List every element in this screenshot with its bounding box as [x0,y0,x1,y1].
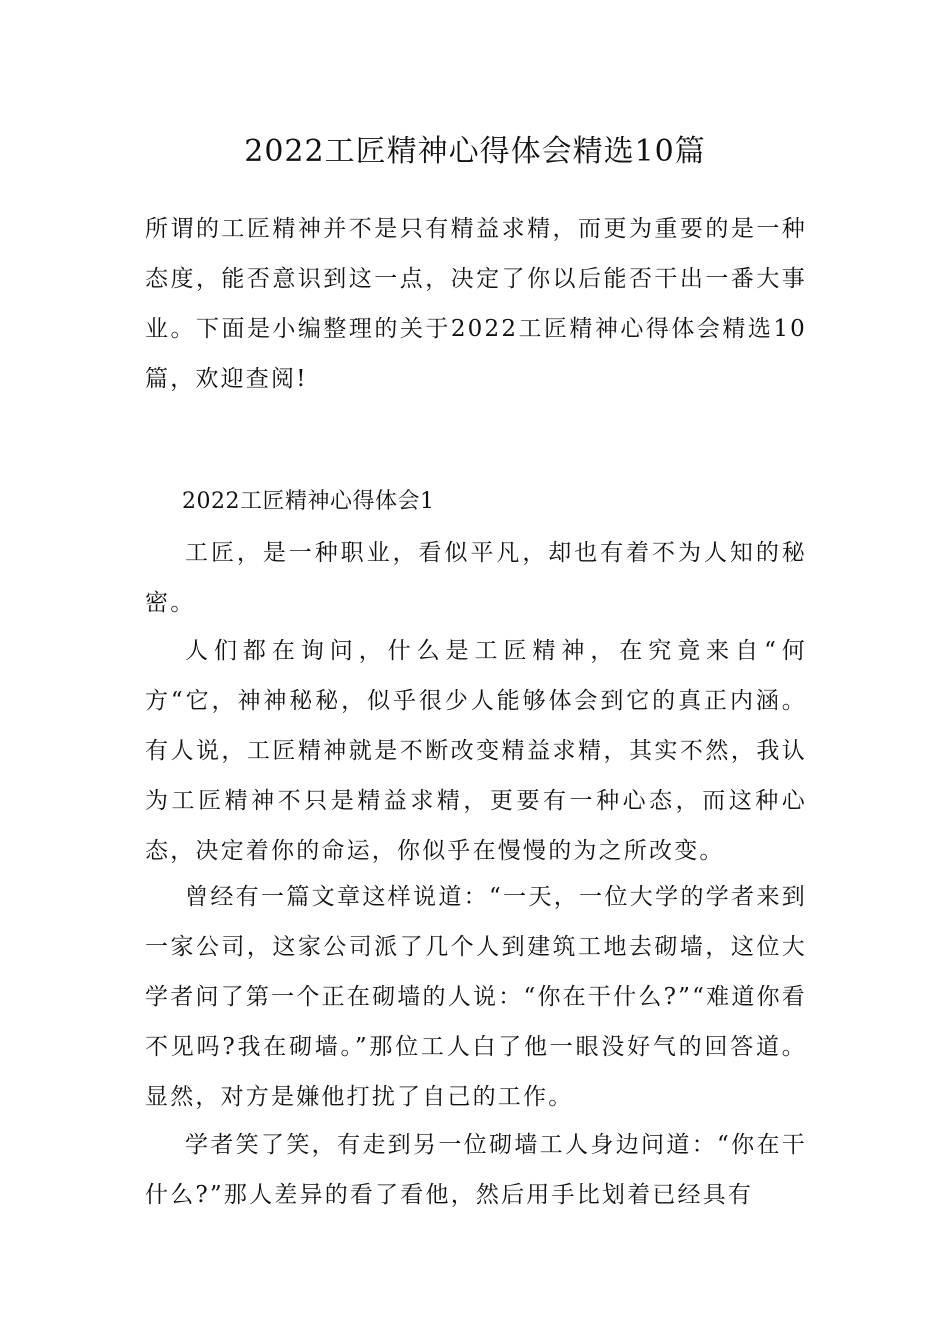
body-paragraph-2: 人们都在询问，什么是工匠精神，在究竟来自“何方“它，神神秘秘，似乎很少人能够体会到它的真正内涵。有人说，工匠精神就是不断改变精益求精，其实不然，我认为工匠精神不只是精益求精，更要有一种心态，而这种心态，决定着你的命运，你似乎在慢慢的为之所改变。 [145,638,807,864]
section-heading: 2022工匠精神心得体会1 [182,489,435,514]
intro-paragraph: 所谓的工匠精神并不是只有精益求精，而更为重要的是一种态度，能否意识到这一点，决定了你以后能否干出一番大事业。下面是小编整理的关于2022工匠精神心得体会精选10篇，欢迎查阅! [145,216,807,392]
document-title: 2022工匠精神心得体会精选10篇 [244,134,706,169]
body-paragraph-3: 曾经有一篇文章这样说道：“一天，一位大学的学者来到一家公司，这家公司派了几个人到建筑工地去砌墙，这位大学者问了第一个正在砌墙的人说：“你在干什么?”“难道你看不见吗?我在砌墙。”那位工人白了他一眼没好气的回答道。显然，对方是嫌他打扰了自己的工作。 [145,884,807,1110]
body-paragraph-1: 工匠，是一种职业，看似平凡，却也有着不为人知的秘密。 [145,540,807,616]
body-paragraph-4: 学者笑了笑，有走到另一位砌墙工人身边问道：“你在干什么?”那人差异的看了看他，然后用手比划着已经具有 [145,1132,807,1208]
